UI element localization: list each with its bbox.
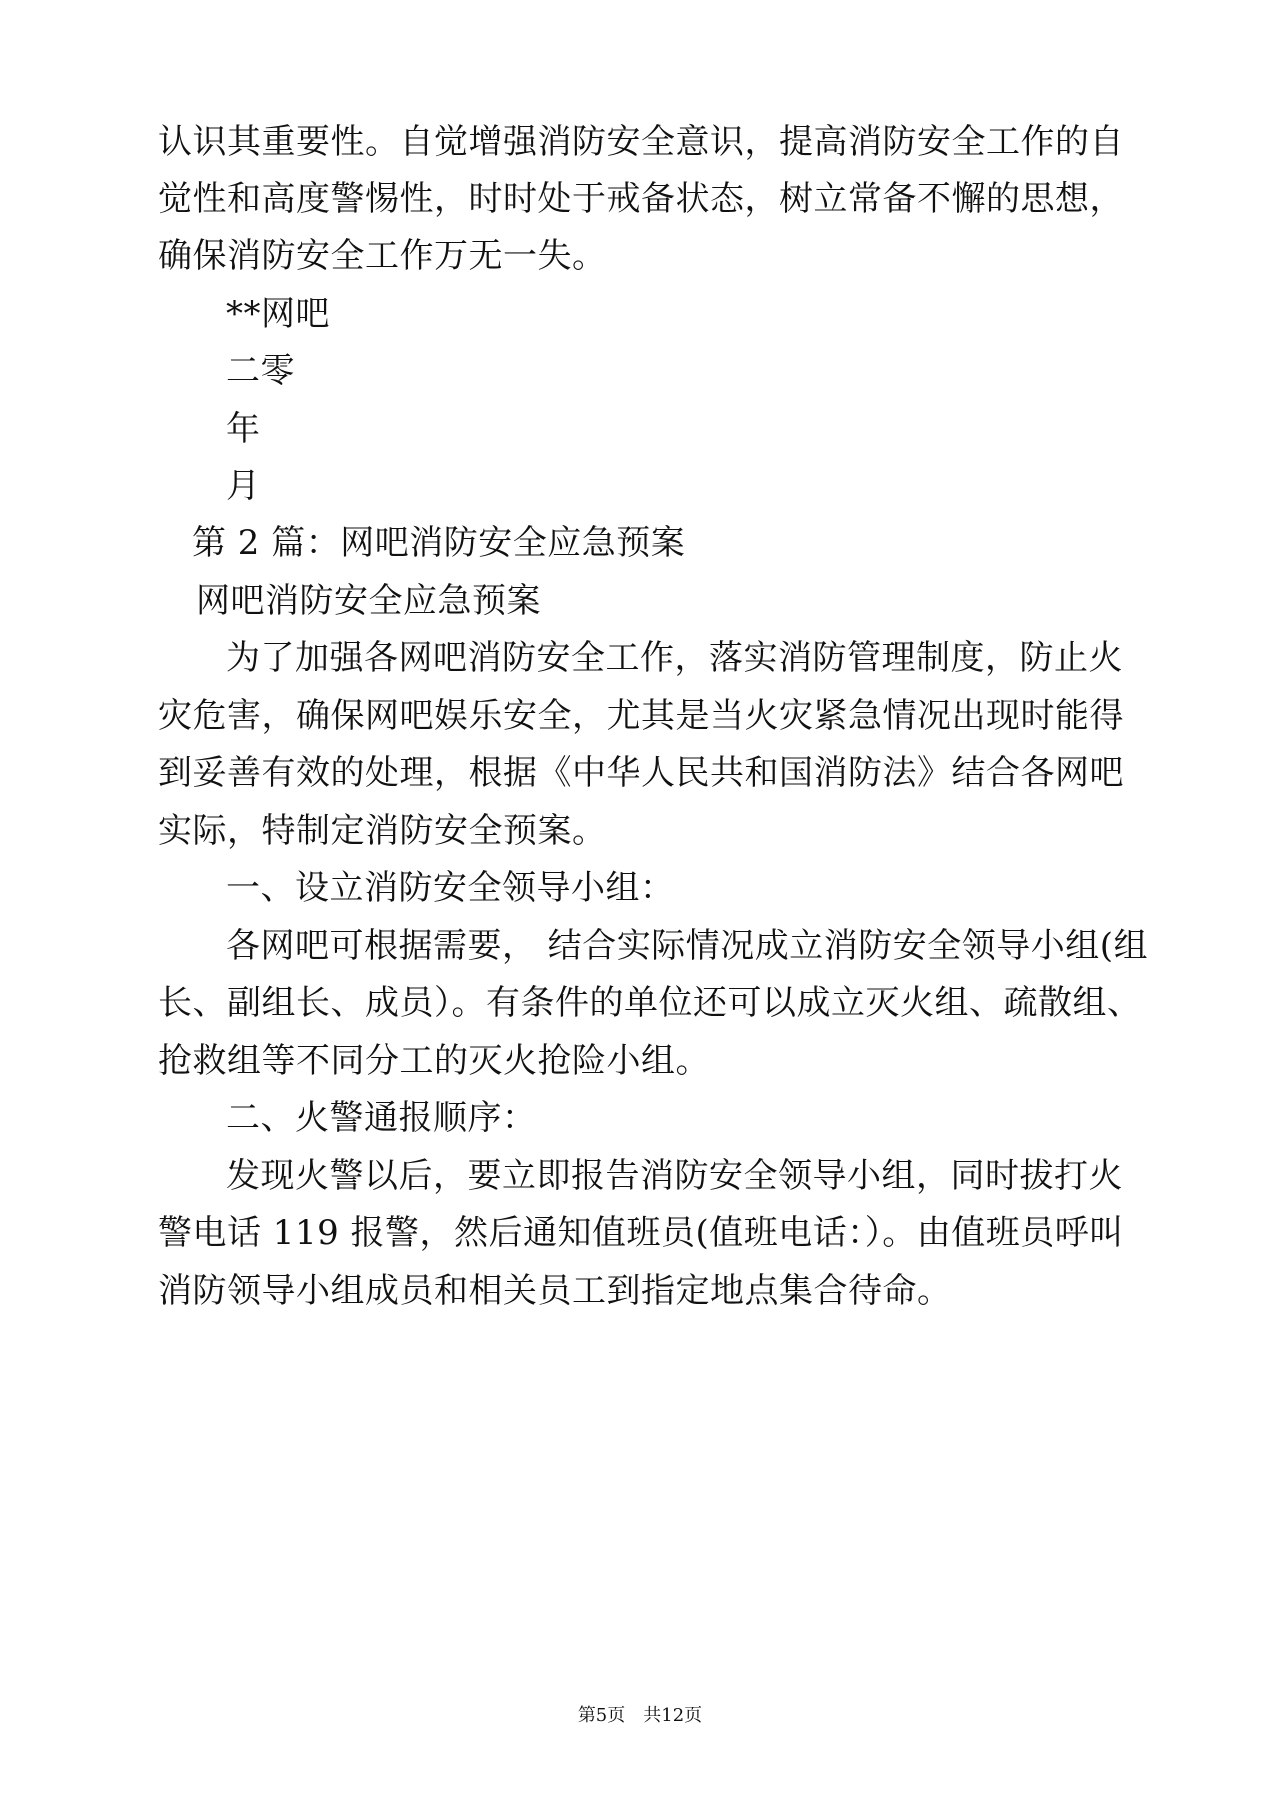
body-line: 认识其重要性。自觉增强消防安全意识，提高消防安全工作的自	[158, 122, 1124, 162]
subsection-heading: 一、设立消防安全领导小组：	[226, 868, 675, 908]
body-line: 觉性和高度警惕性，时时处于戒备状态，树立常备不懈的思想，	[158, 179, 1124, 219]
body-line: 确保消防安全工作万无一失。	[158, 236, 607, 276]
body-line: 消防领导小组成员和相关员工到指定地点集合待命。	[158, 1271, 952, 1311]
signature-org: **网吧	[226, 294, 330, 334]
signature-date-line: 年	[226, 409, 261, 449]
section-heading: 第 2 篇：网吧消防安全应急预案	[192, 523, 686, 563]
page-total: 共12页	[643, 1705, 703, 1726]
signature-date-line: 月	[226, 466, 261, 506]
body-line: 抢救组等不同分工的灭火抢险小组。	[158, 1041, 710, 1081]
subsection-heading: 二、火警通报顺序：	[226, 1098, 537, 1138]
body-line: 各网吧可根据需要， 结合实际情况成立消防安全领导小组(组	[226, 926, 1149, 966]
body-line: 发现火警以后，要立即报告消防安全领导小组，同时拔打火	[226, 1156, 1123, 1196]
page-footer	[0, 1704, 1280, 1728]
page-number: 第5页	[577, 1705, 626, 1726]
body-line: 为了加强各网吧消防安全工作，落实消防管理制度，防止火	[226, 638, 1123, 678]
body-line: 到妥善有效的处理，根据《中华人民共和国消防法》结合各网吧	[158, 753, 1124, 793]
signature-date-line: 二零	[226, 351, 295, 391]
body-line: 长、副组长、成员）。有条件的单位还可以成立灭火组、疏散组、	[158, 983, 1142, 1023]
body-line: 实际，特制定消防安全预案。	[158, 811, 607, 851]
document-title: 网吧消防安全应急预案	[196, 581, 541, 621]
body-line: 警电话 119 报警，然后通知值班员(值班电话：）。由值班员呼叫	[158, 1213, 1124, 1253]
body-line: 灾危害，确保网吧娱乐安全，尤其是当火灾紧急情况出现时能得	[158, 696, 1124, 736]
